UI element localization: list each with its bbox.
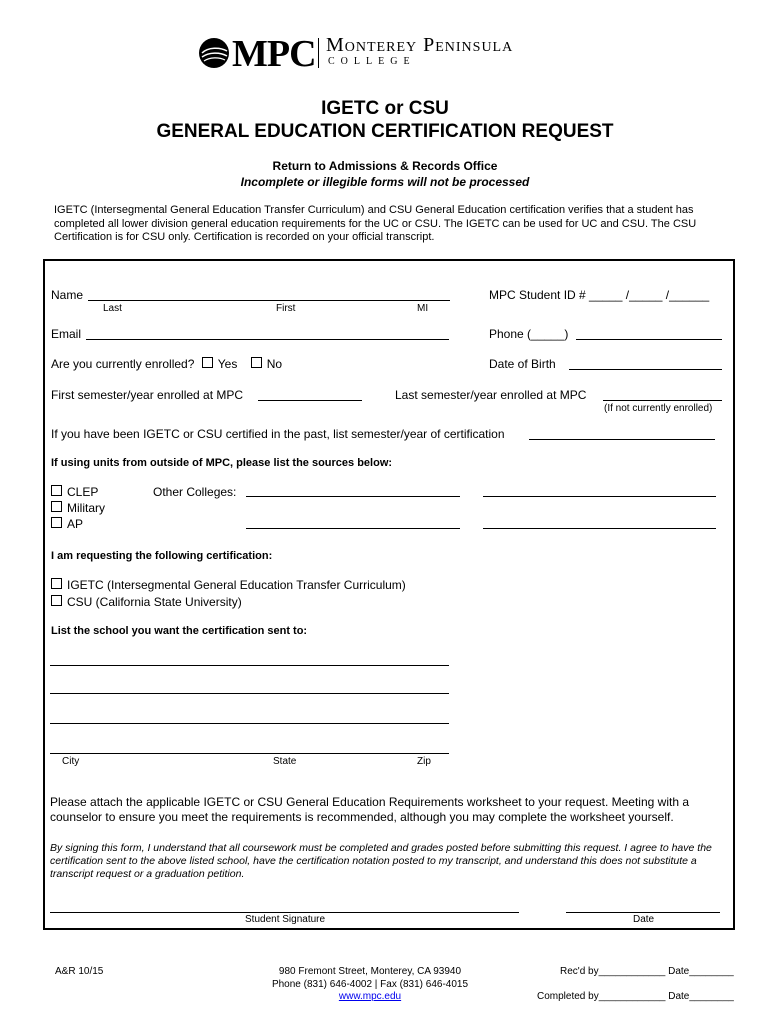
source-military[interactable] [51, 501, 105, 515]
address-sub-zip: Zip [417, 756, 431, 767]
phone-field[interactable] [576, 339, 722, 340]
enrolled-question-label: Are you currently enrolled? [51, 357, 195, 371]
checkbox-icon[interactable] [51, 578, 62, 589]
school-name-field[interactable] [50, 665, 449, 666]
cert-option-csu[interactable] [51, 595, 242, 609]
globe-icon [198, 37, 230, 69]
school-address-field-2[interactable] [50, 723, 449, 724]
address-sub-state: State [273, 756, 297, 767]
logo-mark: MPC [232, 33, 316, 75]
requesting-heading: I am requesting the following certification: [51, 550, 273, 562]
source-ap-label: AP [67, 517, 84, 531]
signing-statement: By signing this form, I understand that all coursework must be completed and grades posted before submitting this request. I agree to have the certification sent to the above listed school, have the certification notation posted to my transcript, and understand this does not substitute a transcript request or a graduation petition. [50, 842, 712, 880]
form-title-line1: IGETC or CSU [321, 98, 449, 119]
checkbox-icon[interactable] [51, 595, 62, 606]
outside-units-heading: If using units from outside of MPC, please list the sources below: [51, 457, 393, 469]
address-sub-city: City [62, 756, 80, 767]
email-field[interactable] [86, 339, 449, 340]
phone-label: Phone (_____) [489, 327, 569, 341]
warning-text: Incomplete or illegible forms will not be processed [240, 175, 530, 189]
cert-option-igetc-label: IGETC (Intersegmental General Education Transfer Curriculum) [67, 578, 406, 592]
student-id-field[interactable]: MPC Student ID # _____ /_____ /______ [489, 288, 710, 302]
checkbox-icon[interactable] [51, 501, 62, 512]
email-label: Email [51, 327, 82, 341]
college-logo [198, 32, 558, 74]
enrolled-yes-option[interactable] [202, 357, 238, 371]
checkbox-icon[interactable] [251, 357, 262, 368]
enrolled-question [51, 357, 282, 371]
attach-worksheet-note: Please attach the applicable IGETC or CSU General Education Requirements worksheet to your request. Meeting with a counselor to ensure you meet the requirements is recommended, although you may complete the worksheet yourself. [50, 795, 689, 824]
prior-cert-field[interactable] [529, 439, 715, 440]
not-enrolled-note: (If not currently enrolled) [604, 403, 713, 414]
other-college-field-2[interactable] [483, 496, 716, 497]
return-to-text: Return to Admissions & Records Office [272, 159, 498, 173]
name-field[interactable] [88, 300, 450, 301]
school-city-state-zip-field[interactable] [50, 753, 449, 754]
source-military-label: Military [67, 501, 105, 515]
enrolled-no-label: No [266, 357, 283, 371]
received-by-field[interactable]: Rec'd by____________ Date________ [560, 966, 734, 977]
name-sub-first: First [276, 303, 296, 314]
name-sub-last: Last [103, 303, 122, 314]
school-address-field-1[interactable] [50, 693, 449, 694]
checkbox-icon[interactable] [51, 517, 62, 528]
enrolled-yes-label: Yes [217, 357, 238, 371]
first-semester-field[interactable] [258, 400, 362, 401]
other-college-field-4[interactable] [483, 528, 716, 529]
form-code: A&R 10/15 [55, 966, 104, 977]
name-label: Name [51, 288, 84, 302]
enrolled-no-option[interactable] [251, 357, 282, 371]
cert-option-csu-label: CSU (California State University) [67, 595, 242, 609]
intro-paragraph: IGETC (Intersegmental General Education Transfer Curriculum) and CSU General Education certification verifies that a student has completed all lower division general education requirements for the UC or CSU. The IGETC can be used for UC and CSU. The CSU Certification is for CSU only. Certification is recorded on your official transcript. [54, 204, 697, 243]
last-semester-label: Last semester/year enrolled at MPC [395, 388, 587, 402]
other-college-field-3[interactable] [246, 528, 460, 529]
dob-label: Date of Birth [489, 357, 556, 371]
checkbox-icon[interactable] [51, 485, 62, 496]
first-semester-label: First semester/year enrolled at MPC [51, 388, 244, 402]
form-title-line2: GENERAL EDUCATION CERTIFICATION REQUEST [156, 121, 614, 142]
name-sub-mi: MI [417, 303, 429, 314]
website-link[interactable]: www.mpc.edu [338, 991, 402, 1002]
footer-phone-fax: Phone (831) 646-4002 | Fax (831) 646-4015 [271, 979, 469, 990]
signature-date-field[interactable] [566, 912, 720, 913]
footer-address: 980 Fremont Street, Monterey, CA 93940 [278, 966, 462, 977]
signature-label: Student Signature [245, 914, 326, 925]
logo-divider [318, 38, 319, 68]
last-semester-field[interactable] [603, 400, 722, 401]
checkbox-icon[interactable] [202, 357, 213, 368]
dob-field[interactable] [569, 369, 722, 370]
completed-by-field[interactable]: Completed by____________ Date________ [537, 991, 734, 1002]
logo-college-word: COLLEGE [328, 56, 416, 67]
logo-college-name: Monterey Peninsula [326, 34, 514, 56]
source-ap[interactable] [51, 517, 83, 531]
source-clep-label: CLEP [67, 485, 99, 499]
prior-cert-label: If you have been IGETC or CSU certified in the past, list semester/year of certification [51, 427, 505, 441]
other-colleges-label: Other Colleges: [153, 485, 237, 499]
cert-option-igetc[interactable] [51, 578, 406, 592]
signature-date-label: Date [633, 914, 655, 925]
school-heading: List the school you want the certification sent to: [51, 625, 308, 637]
other-college-field-1[interactable] [246, 496, 460, 497]
signature-field[interactable] [50, 912, 519, 913]
source-clep[interactable] [51, 485, 98, 499]
